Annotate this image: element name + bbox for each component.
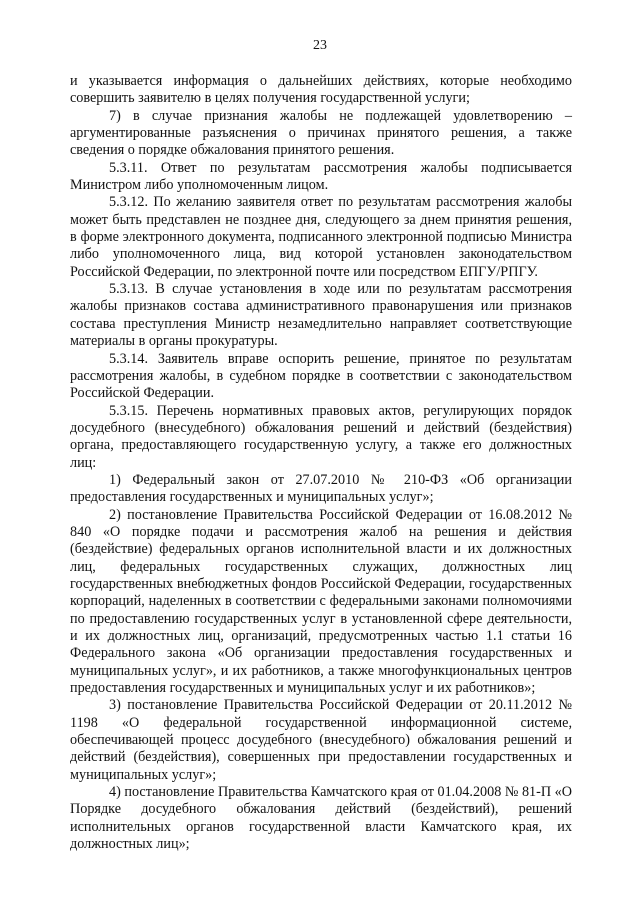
paragraph-5-3-13: 5.3.13. В случае установления в ходе или по результатам рассмотрения жалобы признаков состава административного правонарушения или признаков состава преступления Министр незамедлительно направляет соответствующие материалы в органы прокуратуры.	[70, 281, 572, 350]
paragraph-continuation: и указывается информация о дальнейших действиях, которые необходимо совершить заявителю в целях получения государственной услуги;	[70, 73, 572, 107]
paragraph-item-7: 7) в случае признания жалобы не подлежащей удовлетворению – аргументированные разъяснения о причинах принятого решения, а также сведения о порядке обжалования принятого решения.	[70, 107, 572, 159]
paragraph-5-3-12: 5.3.12. По желанию заявителя ответ по результатам рассмотрения жалобы может быть представлен не позднее дня, следующего за днем принятия решения, в форме электронного документа, подписанного электронной подписью Министра либо уполномоченного лица, вид которой установлен законодательством Российской Федерации, по электронной почте или посредством ЕПГУ/РПГУ.	[70, 194, 572, 280]
paragraph-5-3-14: 5.3.14. Заявитель вправе оспорить решение, принятое по результатам рассмотрения жалобы, в судебном порядке в соответствии с законодательством Российской Федерации.	[70, 350, 572, 402]
paragraph-5-3-11: 5.3.11. Ответ по результатам рассмотрения жалобы подписывается Министром либо уполномоченным лицом.	[70, 159, 572, 194]
paragraph-5-3-15: 5.3.15. Перечень нормативных правовых актов, регулирующих порядок досудебного (внесудебного) обжалования решений и действий (бездействия) органа, предоставляющего государственную услугу, а также его должностных лиц:	[70, 402, 572, 471]
page-number: 23	[313, 38, 327, 53]
list-item-4: 4) постановление Правительства Камчатского края от 01.04.2008 № 81-П «О Порядке досудебного обжалования действий (бездействий), решений исполнительных органов государственной власти Камчатского края, их должностных лиц»;	[70, 784, 572, 853]
list-item-2: 2) постановление Правительства Российской Федерации от 16.08.2012 № 840 «О порядке подачи и рассмотрения жалоб на решения и действия (бездействие) федеральных органов исполнительной власти и их должностных лиц, федеральных государственных служащих, должностных лиц государственных внебюджетных фондов Российской Федерации, государственных корпораций, наделенных в соответствии с федеральными законами полномочиями по предоставлению государственных услуг в установленной сфере деятельности, и их должностных лиц, организаций, предусмотренных частью 1.1 статьи 16 Федерального закона «Об организации предоставления государственных и муниципальных услуг», и их работников, а также многофункциональных центров предоставления государственных и муниципальных услуг и их работников»;	[70, 506, 572, 697]
document-body	[70, 73, 572, 853]
list-item-1: 1) Федеральный закон от 27.07.2010 № 210-ФЗ «Об организации предоставления государственных и муниципальных услуг»;	[70, 471, 572, 506]
list-item-3: 3) постановление Правительства Российской Федерации от 20.11.2012 № 1198 «О федеральной государственной информационной системе, обеспечивающей процесс досудебного (внесудебного) обжалования решений и действий (бездействия), совершенных при предоставлении государственных и муниципальных услуг»;	[70, 697, 572, 783]
